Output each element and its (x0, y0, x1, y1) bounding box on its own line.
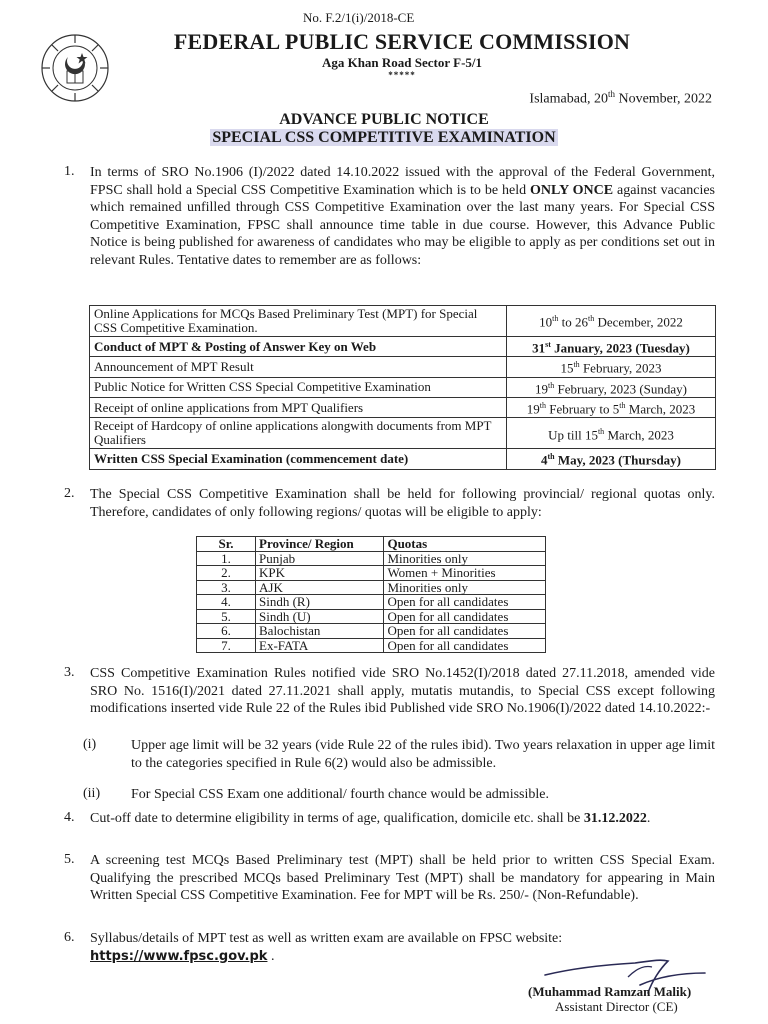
schedule-event: Announcement of MPT Result (90, 357, 507, 377)
quota-value: Minorities only (384, 580, 546, 595)
quota-row (197, 580, 546, 595)
para-3-number: 3. (64, 665, 75, 680)
quota-row (197, 624, 546, 639)
file-number: No. F.2/1(i)/2018-CE (303, 10, 415, 25)
para-6: Syllabus/details of MPT test as well as written exam are available on FPSC website: https://www.fpsc.gov.pk . (90, 931, 563, 964)
schedule-row (90, 397, 716, 417)
quota-sr: 1. (197, 551, 256, 566)
notice-date: Islamabad, 20th November, 2022 (529, 89, 712, 107)
separator-stars: ***** (388, 70, 416, 80)
para-3: CSS Competitive Examination Rules notified vide SRO No.1452(I)/2018 dated 27.11.2018, amended vide SRO No. 1516(I)/2021 dated 27.11.2021 shall apply, mutatis mutandis, to Special CSS except following modifications inserted vide Rule 22 of the Rules ibid Published vide SRO No.1906(I)/2022 dated 14.10.2022:- (90, 666, 715, 716)
para-1: In terms of SRO No.1906 (I)/2022 dated 14.10.2022 issued with the approval of the Federal Government, FPSC shall hold a Special CSS Competitive Examination which is to be held ONLY ONCE against vacancies which remained unfilled through CSS Competitive Examination over the last many years. For Special CSS Competitive Examination, FPSC shall announce time table in due course. However, this Advance Public Notice is being published for awareness of candidates who may be eligible to apply as per conditions set out in relevant Rules. Tentative dates to remember are as follows: (90, 165, 715, 268)
quota-value: Open for all candidates (384, 638, 546, 653)
fpsc-website-link[interactable]: https://www.fpsc.gov.pk (90, 948, 268, 964)
quota-sr: 4. (197, 595, 256, 610)
schedule-date: Up till 15th March, 2023 (507, 418, 716, 449)
para-4-number: 4. (64, 810, 75, 825)
schedule-date: 31st January, 2023 (Tuesday) (507, 337, 716, 357)
quota-value: Minorities only (384, 551, 546, 566)
signatory-name: (Muhammad Ramzan Malik) (528, 984, 692, 999)
schedule-row (90, 449, 716, 469)
schedule-table (89, 305, 716, 470)
schedule-event: Public Notice for Written CSS Special Competitive Examination (90, 377, 507, 397)
schedule-date: 19th February to 5th March, 2023 (507, 397, 716, 417)
schedule-row (90, 377, 716, 397)
quota-value: Women + Minorities (384, 566, 546, 581)
schedule-date: 4th May, 2023 (Thursday) (507, 449, 716, 469)
organization-address: Aga Khan Road Sector F-5/1 (321, 55, 483, 70)
quota-value: Open for all candidates (384, 609, 546, 624)
para-6-number: 6. (64, 930, 75, 945)
para-1-number: 1. (64, 164, 75, 179)
quota-row (197, 609, 546, 624)
quota-row (197, 551, 546, 566)
quota-region: Balochistan (256, 624, 384, 639)
quota-region: AJK (256, 580, 384, 595)
schedule-date: 19th February, 2023 (Sunday) (507, 377, 716, 397)
quota-row (197, 566, 546, 581)
quota-value: Open for all candidates (384, 624, 546, 639)
quota-sr: 6. (197, 624, 256, 639)
organization-title: FEDERAL PUBLIC SERVICE COMMISSION (173, 29, 631, 54)
schedule-date: 10th to 26th December, 2022 (507, 306, 716, 337)
para-3-sub-ii-number: (ii) (83, 786, 101, 801)
quota-sr: 2. (197, 566, 256, 581)
schedule-event: Online Applications for MCQs Based Preliminary Test (MPT) for Special CSS Competitive Examination. (90, 306, 507, 337)
quota-region: Punjab (256, 551, 384, 566)
para-5-number: 5. (64, 852, 75, 867)
notice-subtitle: SPECIAL CSS COMPETITIVE EXAMINATION (212, 129, 556, 146)
fpsc-seal-logo (40, 33, 110, 103)
quota-header-sr: Sr. (197, 537, 256, 552)
quota-sr: 7. (197, 638, 256, 653)
quota-region: Sindh (R) (256, 595, 384, 610)
para-3-sub-i: Upper age limit will be 32 years (vide Rule 22 of the rules ibid). Two years relaxation in upper age limit to the categories specified in Rule 6(2) would also be admissible. (131, 738, 715, 771)
quota-region: Ex-FATA (256, 638, 384, 653)
quota-value: Open for all candidates (384, 595, 546, 610)
para-2-number: 2. (64, 486, 75, 501)
quota-row (197, 595, 546, 610)
schedule-row (90, 418, 716, 449)
quota-region: Sindh (U) (256, 609, 384, 624)
para-3-sub-i-number: (i) (83, 737, 97, 752)
para-3-sub-ii: For Special CSS Exam one additional/ fourth chance would be admissible. (131, 787, 549, 802)
schedule-event: Conduct of MPT & Posting of Answer Key on Web (90, 337, 507, 357)
quota-header-region: Province/ Region (256, 537, 384, 552)
signatory-designation: Assistant Director (CE) (555, 999, 678, 1014)
quota-sr: 5. (197, 609, 256, 624)
schedule-date: 15th February, 2023 (507, 357, 716, 377)
schedule-event: Receipt of online applications from MPT Qualifiers (90, 397, 507, 417)
quota-sr: 3. (197, 580, 256, 595)
schedule-row (90, 337, 716, 357)
quota-table (196, 536, 546, 653)
schedule-row (90, 357, 716, 377)
schedule-row (90, 306, 716, 337)
schedule-event: Receipt of Hardcopy of online applications alongwith documents from MPT Qualifiers (90, 418, 507, 449)
para-2: The Special CSS Competitive Examination shall be held for following provincial/ regional quotas only. Therefore, candidates of only following regions/ quotas will be eligible to apply: (90, 487, 715, 520)
para-5: A screening test MCQs Based Preliminary test (MPT) shall be held prior to written CSS Special Exam. Qualifying the prescribed MCQs based Preliminary Test (MPT) shall be mandatory for appearing in Main Written Special CSS Competitive Examination. Fee for MPT will be Rs. 250/- (Non-Refundable). (90, 853, 715, 903)
quota-region: KPK (256, 566, 384, 581)
schedule-event: Written CSS Special Examination (commencement date) (90, 449, 507, 469)
quota-header-quota: Quotas (384, 537, 546, 552)
para-4: Cut-off date to determine eligibility in terms of age, qualification, domicile etc. shall be 31.12.2022. (90, 811, 651, 826)
quota-row (197, 638, 546, 653)
notice-title: ADVANCE PUBLIC NOTICE (279, 111, 489, 128)
